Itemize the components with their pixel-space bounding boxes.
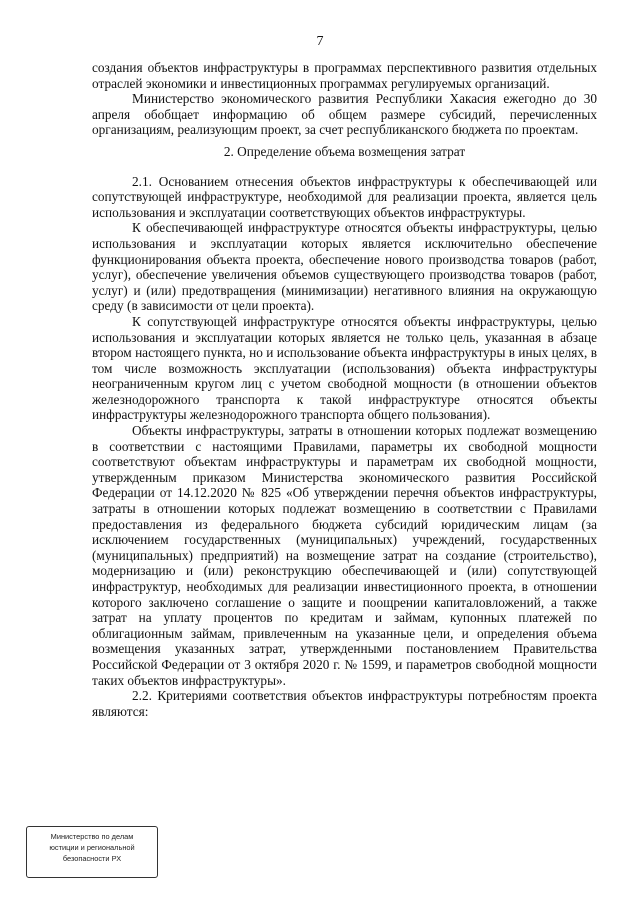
- registration-stamp: [26, 826, 158, 878]
- section-heading: 2. Определение объема возмещения затрат: [223, 143, 466, 159]
- stamp-line: юстиции и региональной: [49, 843, 135, 852]
- paragraph-2-1: 2.1. Основанием отнесения объектов инфраструктуры к обеспечивающей или сопутствующей инфраструктуре, необходимой для реализации проекта, является цель использования и эксплуатации соответствующих объектов инфраструктуры.: [92, 173, 597, 220]
- stamp-line: Министерство по делам: [50, 832, 134, 841]
- paragraph-infrastructure-objects: Объекты инфраструктуры, затраты в отношении которых подлежат возмещению в соответствии с настоящими Правилами, параметры их свободной мощности соответствуют объектам инфраструктуры и параметрам их свободной мощности, утвержденным приказом Министерства экономического развития Российской Федерации от 14.12.2020 № 825 «Об утверждении перечня объектов инфраструктуры, затраты в отношении которых подлежат возмещению в соответствии с Правилами предоставления из федерального бюджета субсидий юридическим лицам (за исключением государственных (муниципальных) учреждений, государственных (муниципальных) предприятий) на возмещение затрат на создание (строительство), модернизацию и (или) реконструкцию обеспечивающей и (или) сопутствующей инфраструктур, необходимых для реализации инвестиционного проекта, в отношении которого заключено соглашение о защите и поощрении капиталовложений, а также затрат на уплату процентов по кредитам и займам, купонных платежей по облигационным займам, привлеченным на указанные цели, и определения объема возмещения указанных затрат, утвержденными постановлением Правительства Российской Федерации от 3 октября 2020 г. № 1599, и параметров свободной мощности таких объектов инфраструктуры».: [92, 423, 597, 688]
- document-body: [92, 60, 597, 719]
- paragraph-accompanying-infrastructure: К сопутствующей инфраструктуре относятся объекты инфраструктуры, целью использования и эксплуатации которых является не только цель, указанная в абзаце втором настоящего пункта, но и использование объекта инфраструктуры в иных целях, в том числе возможность эксплуатации (использования) объекта инфраструктуры неограниченным кругом лиц с учетом свободной мощности (в отношении объектов железнодорожного транспорта к такой инфраструктуре относятся объекты инфраструктуры железнодорожного транспорта общего пользования).: [92, 313, 597, 423]
- paragraph-continuation: создания объектов инфраструктуры в программах перспективного развития отдельных отраслей экономики и инвестиционных программах регулируемых организаций.: [92, 60, 597, 91]
- paragraph-providing-infrastructure: К обеспечивающей инфраструктуре относятся объекты инфраструктуры, целью использования и эксплуатации которых является исключительно обеспечение функционирования объекта проекта, обеспечение нового производства товаров (работ, услуг), обеспечение увеличения объемов существующего производства товаров (работ, услуг) и (или) предотвращения (минимизации) негативного влияния на окружающую среду (в зависимости от цели проекта).: [92, 220, 597, 314]
- page-number: 7: [316, 34, 324, 49]
- stamp-line: безопасности РХ: [62, 854, 122, 863]
- paragraph-ministry-report: Министерство экономического развития Республики Хакасия ежегодно до 30 апреля обобщает информацию об общем размере субсидий, перечисленных организациям, реализующим проект, за счет республиканского бюджета по проектам.: [92, 91, 597, 138]
- paragraph-2-2: 2.2. Критериями соответствия объектов инфраструктуры потребностям проекта являются:: [92, 688, 597, 719]
